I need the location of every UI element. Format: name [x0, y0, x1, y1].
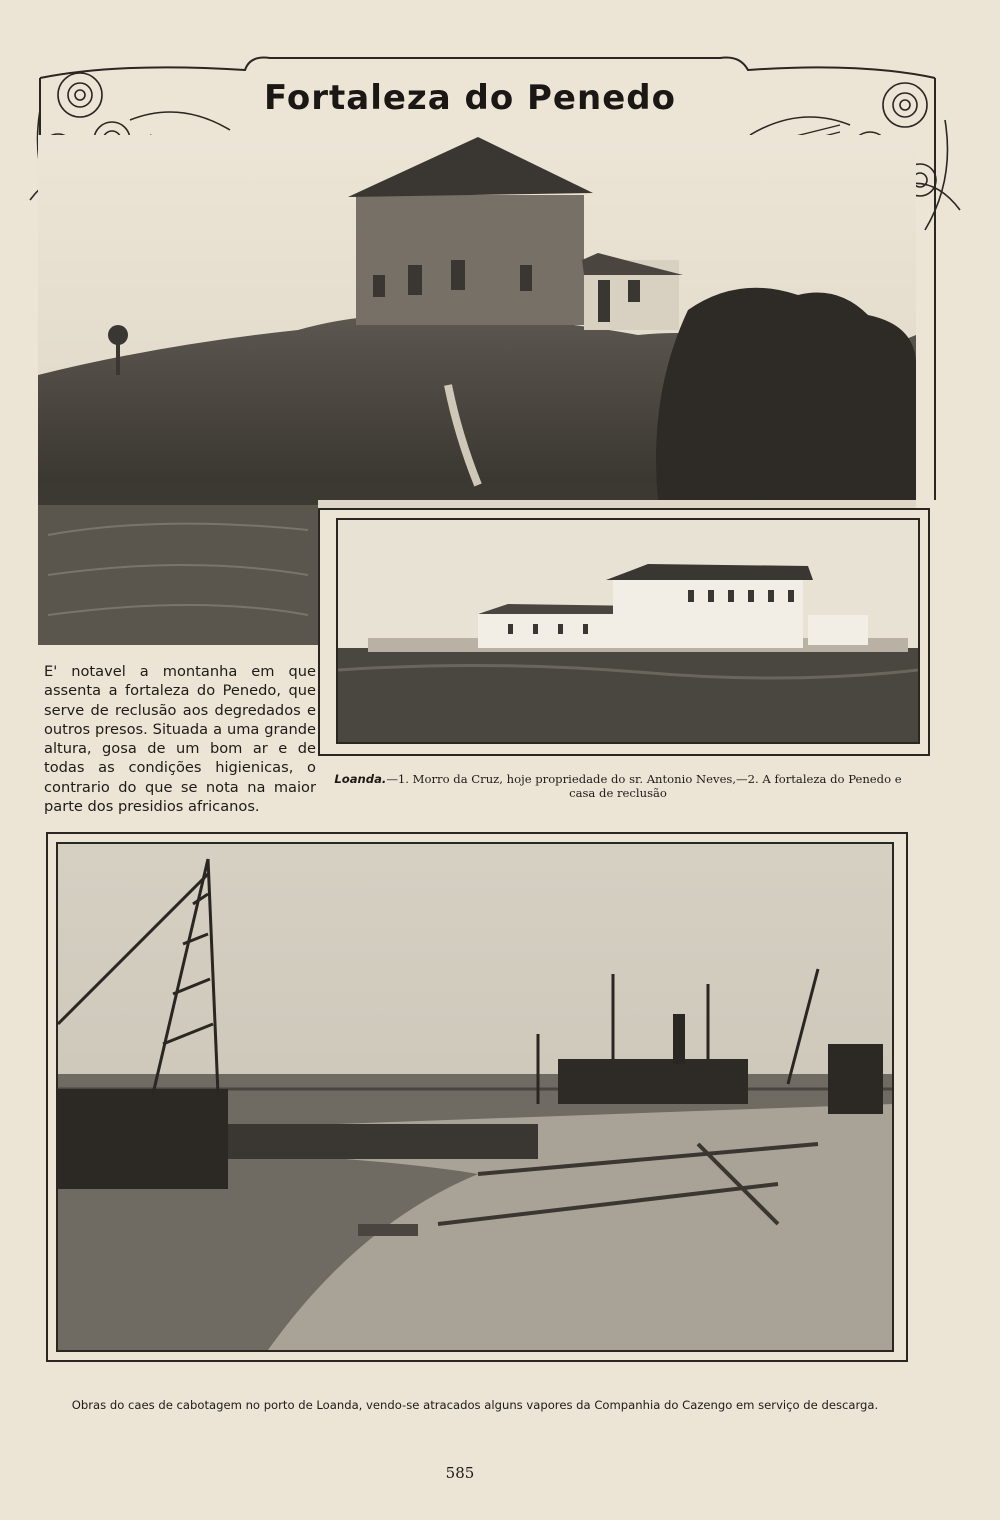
caption-text: —1. Morro da Cruz, hoje propriedade do sr. Antonio Neves,—2. A fortaleza do Penedo e casa de reclusão	[386, 772, 902, 800]
caption-loanda	[333, 772, 903, 800]
article-body-text: E' notavel a montanha em que assenta a fortaleza do Penedo, que serve de reclusão aos degredados e outros presos. Situada a uma grande altura, gosa de um bom ar e de todas as condições higienicas, o contrario do que se nota na maior parte dos presidios africanos.	[44, 663, 316, 816]
caption-place: Loanda.	[334, 772, 387, 786]
page-number: 585	[445, 1464, 475, 1482]
photo-porto-loanda	[56, 842, 894, 1352]
page-title: Fortaleza do Penedo	[264, 78, 676, 118]
photo-fortaleza-penedo	[336, 518, 920, 744]
caption-obras-caes: Obras do caes de cabotagem no porto de Loanda, vendo-se atracados alguns vapores da Companhia do Cazengo em serviço de descarga.	[71, 1398, 879, 1412]
